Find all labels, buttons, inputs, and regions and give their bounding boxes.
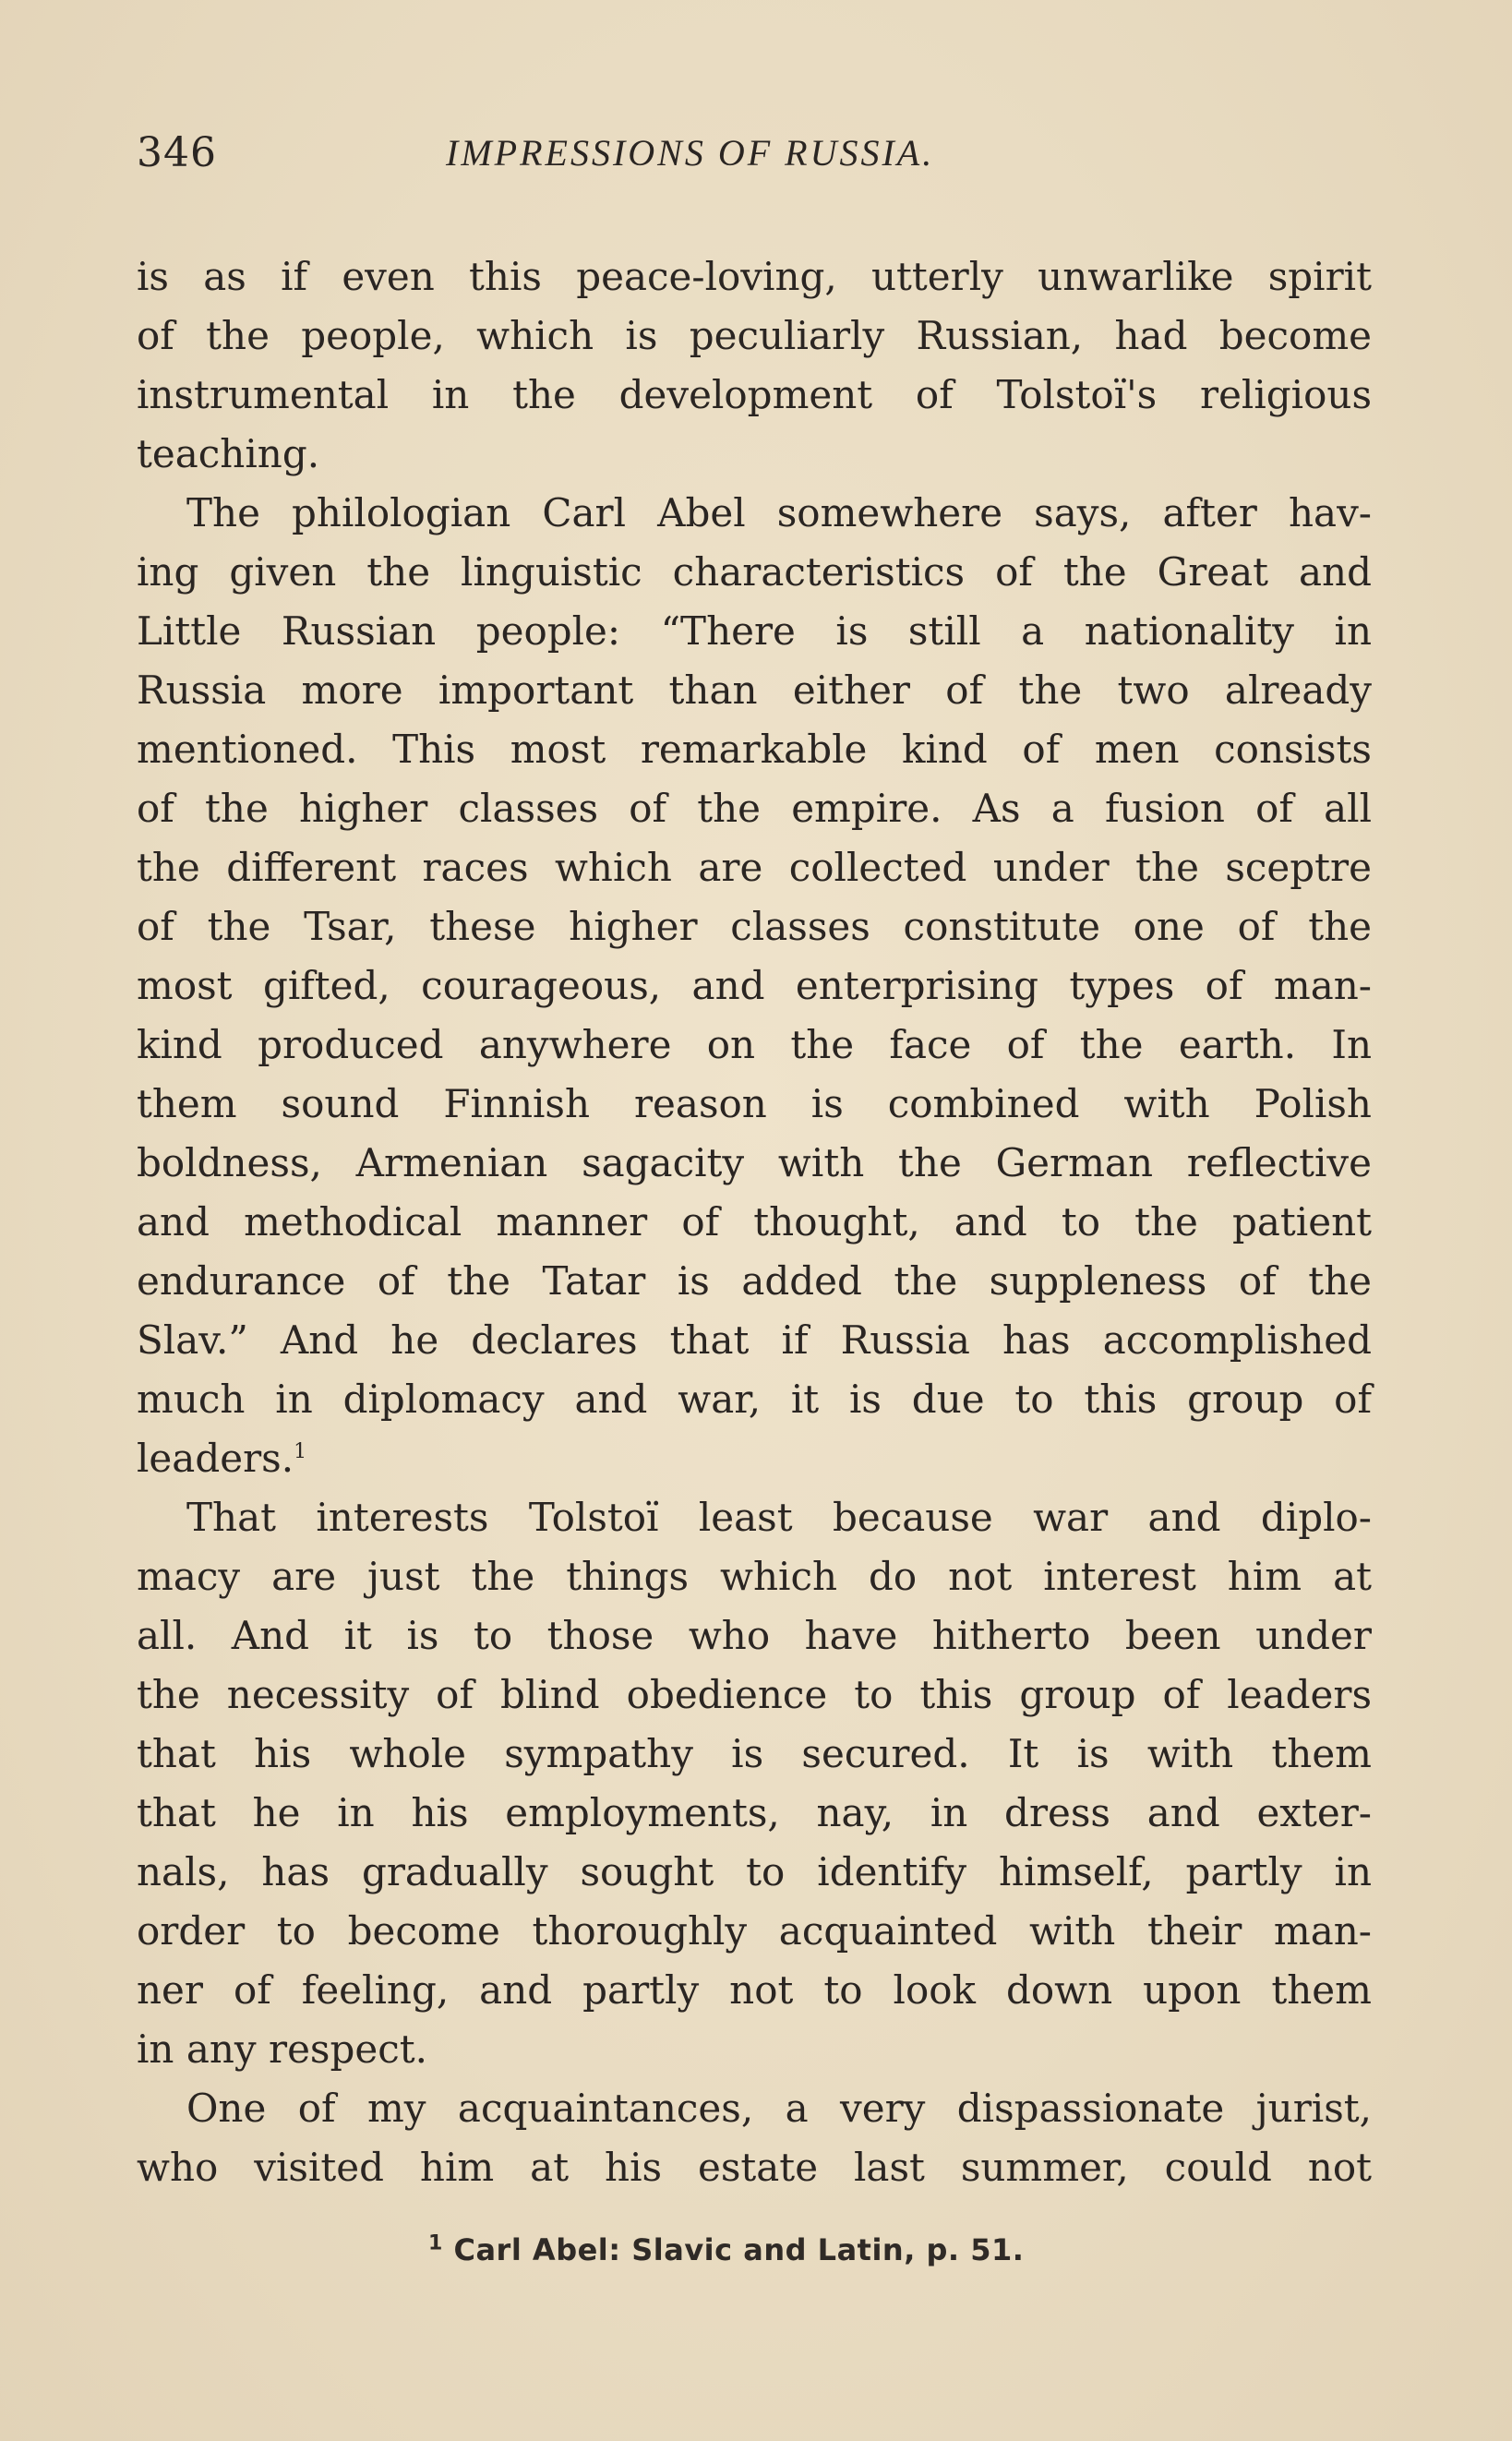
footnote xyxy=(428,2232,1024,2267)
text-line: teaching. xyxy=(137,431,320,476)
text-line: of the Tsar, these higher classes constitute one of the xyxy=(137,904,1372,949)
text-line: mentioned. This most remarkable kind of men consists xyxy=(137,727,1372,772)
footnote-text: Carl Abel: Slavic and Latin, p. 51. xyxy=(453,2232,1025,2267)
text-line: is as if even this peace-loving, utterly unwarlike spirit xyxy=(137,254,1372,299)
text-line: ing given the linguistic characteristics of the Great and xyxy=(137,549,1372,595)
text-line: the different races which are collected under the sceptre xyxy=(137,845,1372,890)
text-line: that his whole sympathy is secured. It is with them xyxy=(137,1731,1372,1776)
text-line: Russia more important than either of the two already xyxy=(137,667,1372,713)
text-line: Slav.” And he declares that if Russia has accomplished xyxy=(137,1317,1372,1363)
body-text xyxy=(137,247,1372,2197)
text-line-with-footnote-ref xyxy=(137,1429,1372,1488)
text-line: them sound Finnish reason is combined with Polish xyxy=(137,1081,1372,1126)
footnote-reference: 1 xyxy=(294,1440,307,1463)
page-number: 346 xyxy=(137,129,217,176)
text-line: Little Russian people: “There is still a nationality in xyxy=(137,608,1372,654)
text-line: leaders. xyxy=(137,1436,294,1481)
text-line: all. And it is to those who have hitherto been under xyxy=(137,1613,1372,1658)
text-line: and methodical manner of thought, and to the patient xyxy=(137,1199,1372,1245)
text-line: That interests Tolstoï least because war and diplo- xyxy=(186,1495,1372,1540)
text-line: kind produced anywhere on the face of the earth. In xyxy=(137,1022,1372,1067)
text-line: macy are just the things which do not interest him at xyxy=(137,1554,1372,1599)
text-line: endurance of the Tatar is added the suppleness of the xyxy=(137,1258,1372,1304)
text-line: One of my acquaintances, a very dispassionate jurist, xyxy=(186,2086,1372,2131)
text-line: much in diplomacy and war, it is due to this group of xyxy=(137,1377,1372,1422)
text-line: ner of feeling, and partly not to look down upon them xyxy=(137,1967,1372,2013)
text-line: order to become thoroughly acquainted with their man- xyxy=(137,1908,1372,1954)
footnote-marker: 1 xyxy=(428,2231,443,2255)
text-line: who visited him at his estate last summer, could not xyxy=(137,2145,1372,2190)
text-line: the necessity of blind obedience to this group of leaders xyxy=(137,1672,1372,1717)
text-line: in any respect. xyxy=(137,2026,427,2072)
text-line: most gifted, courageous, and enterprising types of man- xyxy=(137,963,1372,1008)
text-line: The philologian Carl Abel somewhere says, after hav- xyxy=(186,490,1372,535)
text-line: boldness, Armenian sagacity with the German reflective xyxy=(137,1140,1372,1185)
text-line: that he in his employments, nay, in dress and exter- xyxy=(137,1790,1372,1835)
text-line: instrumental in the development of Tolstoï's religious xyxy=(137,372,1372,417)
running-title: IMPRESSIONS OF RUSSIA. xyxy=(446,132,935,174)
text-line: of the higher classes of the empire. As a fusion of all xyxy=(137,786,1372,831)
text-line: nals, has gradually sought to identify himself, partly in xyxy=(137,1849,1372,1894)
page-header xyxy=(137,129,1374,194)
text-line: of the people, which is peculiarly Russian, had become xyxy=(137,313,1372,358)
